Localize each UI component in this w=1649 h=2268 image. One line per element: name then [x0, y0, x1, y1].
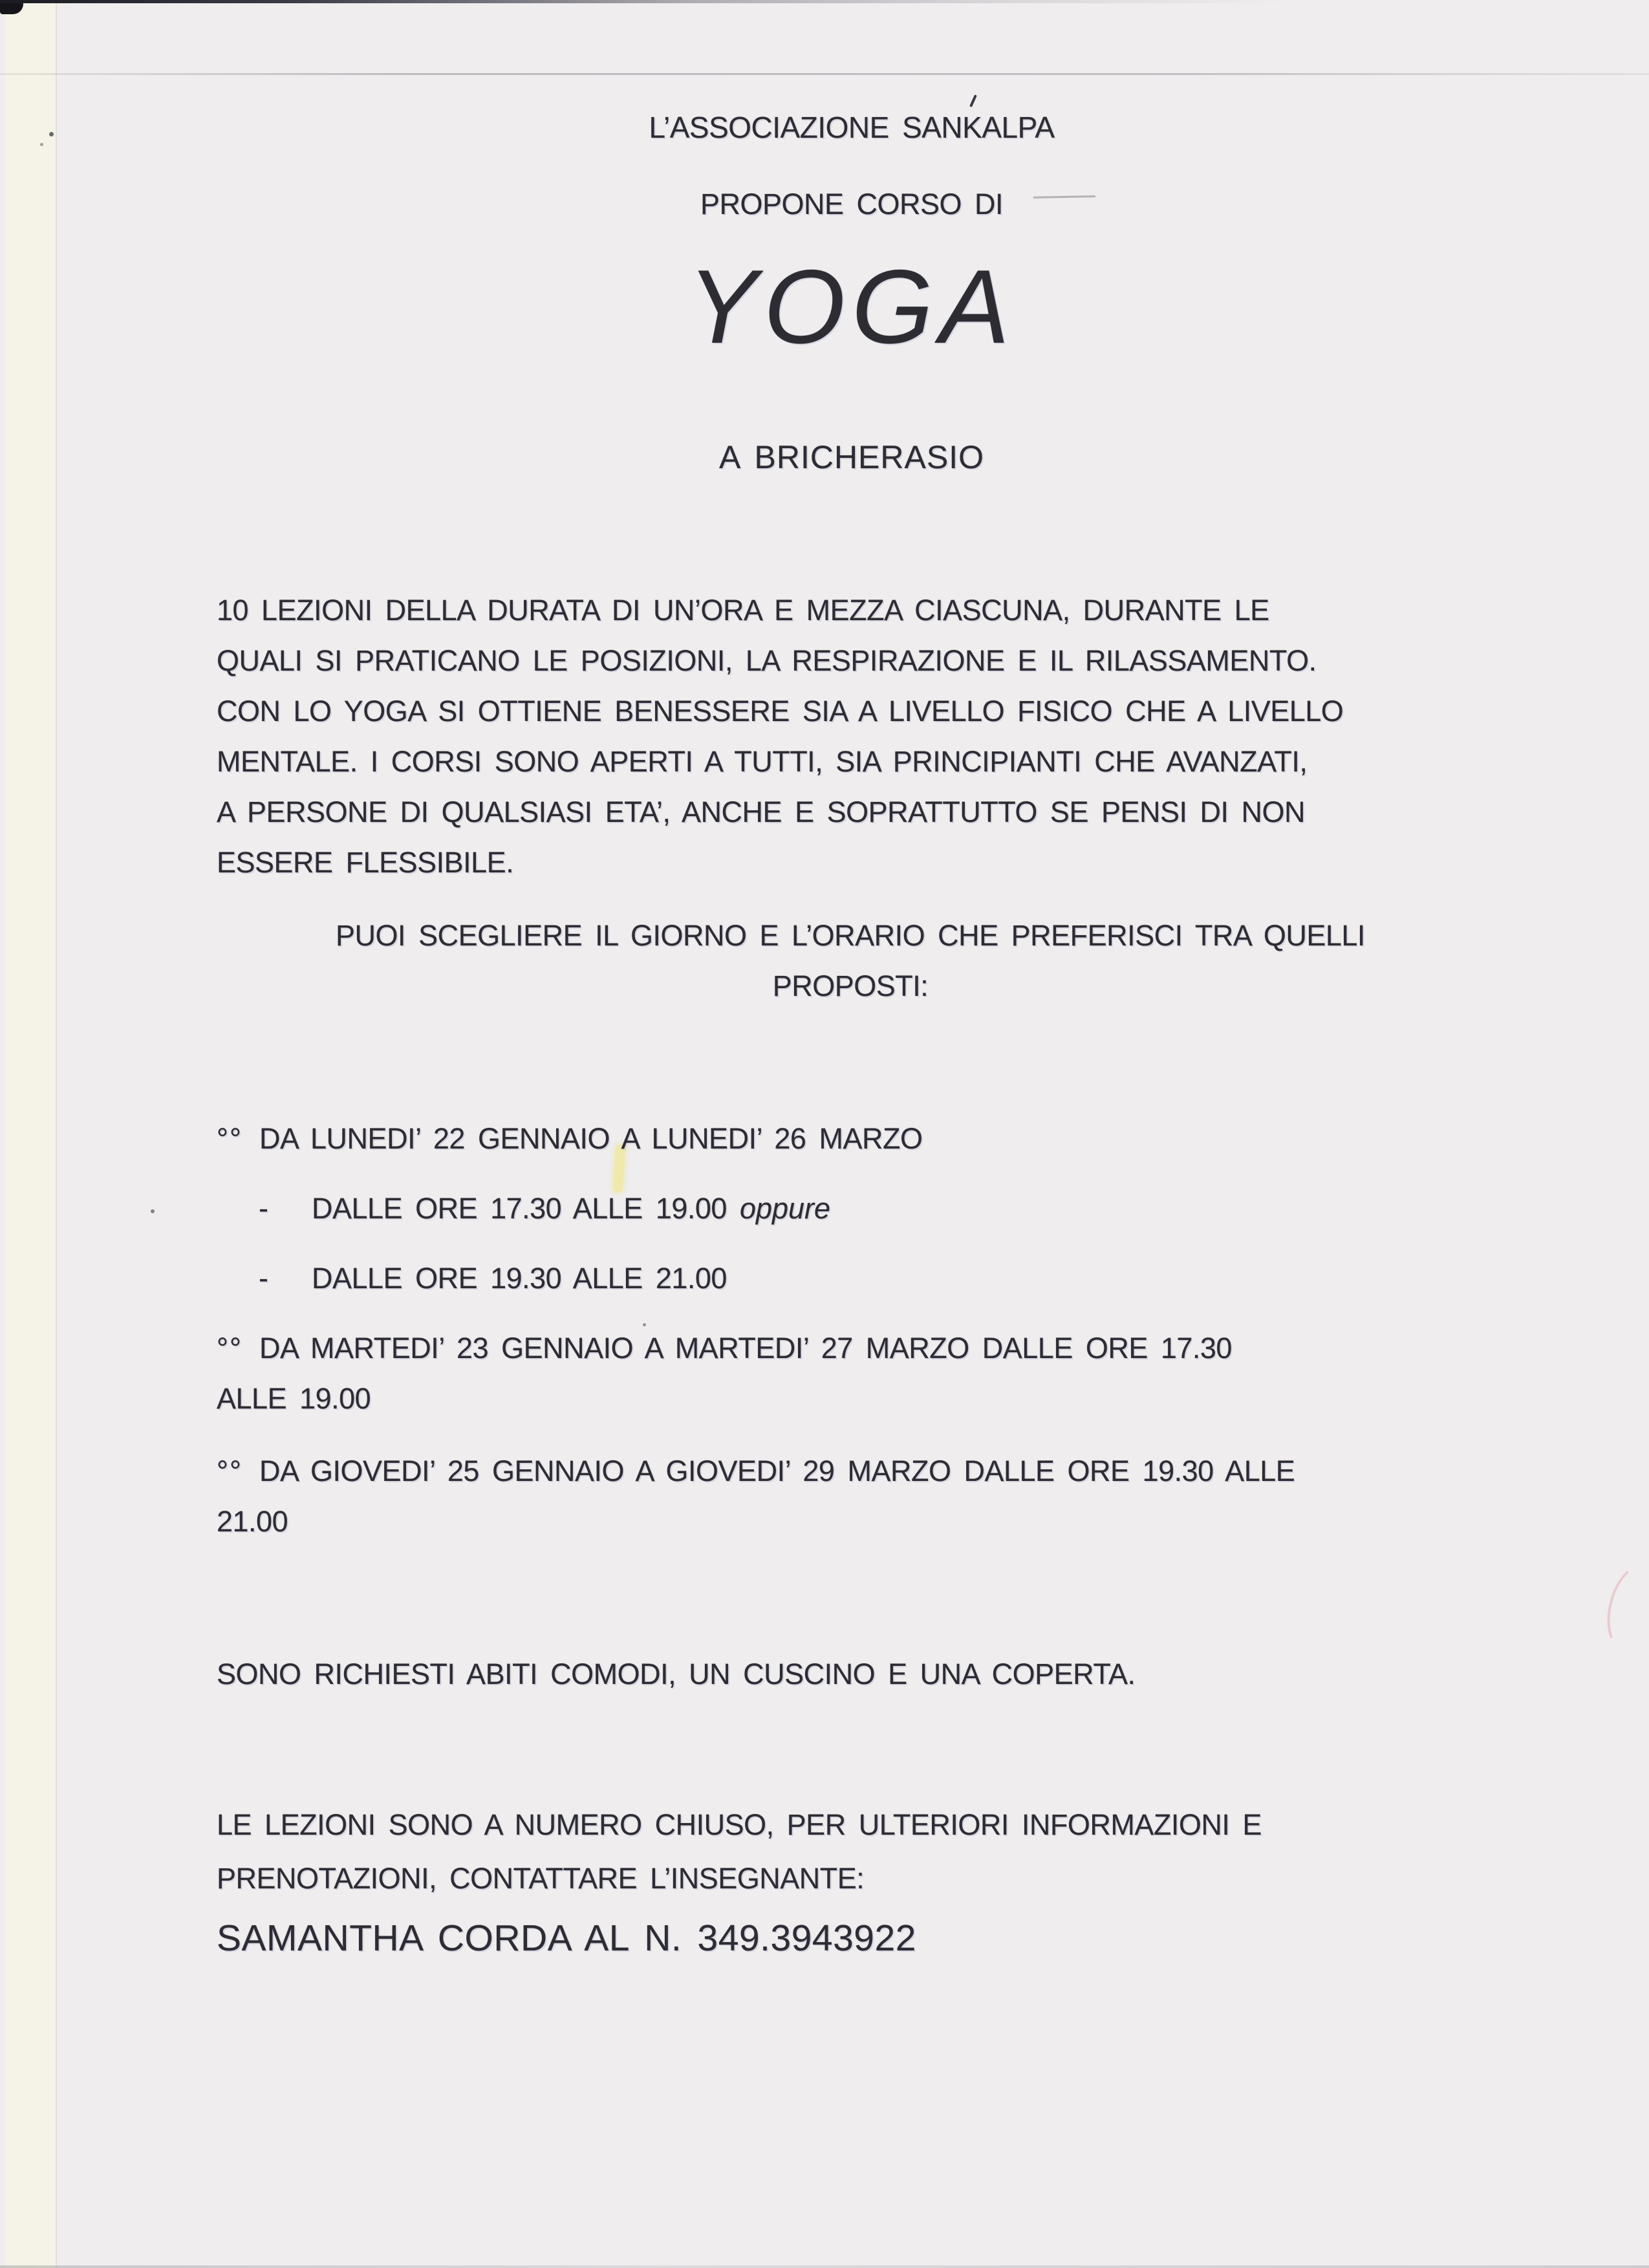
intro-line: 10 LEZIONI DELLA DURATA DI UN’ORA E MEZZA CIASCUNA, DURANTE LE — [217, 594, 1269, 627]
dash-marker: - — [259, 1262, 268, 1295]
info-line: LE LEZIONI SONO A NUMERO CHIUSO, PER ULTERIORI INFORMAZIONI E — [217, 1808, 1262, 1841]
info-paragraph — [217, 1798, 1262, 1905]
propone-line: PROPONE CORSO DI — [700, 188, 1004, 221]
schedule-subitem-time-2 — [259, 1253, 727, 1304]
schedule-text: DA MARTEDI’ 23 GENNAIO A MARTEDI’ 27 MARZO DALLE ORE 17.30 — [259, 1332, 1232, 1365]
scan-artifact-line — [0, 73, 1649, 75]
course-title: YOGA — [687, 248, 1017, 365]
scanner-top-edge-line — [0, 0, 1649, 3]
intro-line: MENTALE. I CORSI SONO APERTI A TUTTI, SIA PRINCIPIANTI CHE AVANZATI, — [217, 745, 1308, 778]
intro-paragraph — [217, 585, 1343, 888]
bullet-marker: °° — [217, 1454, 242, 1487]
bullet-marker: °° — [217, 1122, 242, 1155]
requirements-line: SONO RICHIESTI ABITI COMODI, UN CUSCINO E UNA COPERTA. — [217, 1658, 1136, 1690]
pen-tick-artifact — [969, 94, 977, 107]
schedule-text: DA LUNEDI’ 22 GENNAIO A LUNEDI’ 26 MARZO — [259, 1122, 923, 1155]
intro-line: A PERSONE DI QUALSIASI ETA’, ANCHE E SOPRATTUTTO SE PENSI DI NON — [217, 795, 1306, 828]
schedule-item-tuesday — [217, 1323, 1232, 1424]
info-line: PRENOTAZIONI, CONTATTARE L’INSEGNANTE: — [217, 1862, 865, 1895]
association-name: L’ASSOCIAZIONE SANKALPA — [649, 111, 1055, 144]
schedule-subitem-time-1 — [259, 1183, 830, 1234]
choose-line: PROPOSTI: — [772, 969, 929, 1002]
location-line: A BRICHERASIO — [719, 439, 984, 475]
oppure-text: oppure — [739, 1192, 831, 1225]
bullet-marker: °° — [217, 1332, 242, 1365]
dash-marker: - — [259, 1192, 268, 1225]
contact-line: SAMANTHA CORDA AL N. 349.3943922 — [217, 1917, 916, 1959]
schedule-item-thursday — [217, 1446, 1295, 1547]
schedule-text: DA GIOVEDI’ 25 GENNAIO A GIOVEDI’ 29 MARZO DALLE ORE 19.30 ALLE — [259, 1454, 1295, 1487]
intro-line: ESSERE FLESSIBILE. — [217, 846, 514, 879]
schedule-item-monday — [217, 1114, 922, 1164]
choose-paragraph — [217, 911, 1484, 1011]
schedule-text-continuation: 21.00 — [217, 1505, 288, 1538]
schedule-text: DALLE ORE 17.30 ALLE 19.00 — [312, 1192, 740, 1225]
pink-ink-arc-artifact — [1599, 1559, 1649, 1658]
intro-line: CON LO YOGA SI OTTIENE BENESSERE SIA A LIVELLO FISICO CHE A LIVELLO — [217, 695, 1344, 728]
intro-line: QUALI SI PRATICANO LE POSIZIONI, LA RESPIRAZIONE E IL RILASSAMENTO. — [217, 644, 1317, 677]
schedule-text: DALLE ORE 19.30 ALLE 21.00 — [312, 1262, 727, 1295]
dust-speck — [151, 1209, 155, 1213]
scanner-bottom-edge-line — [0, 2265, 1649, 2268]
choose-line: PUOI SCEGLIERE IL GIORNO E L’ORARIO CHE PREFERISCI TRA QUELLI — [336, 919, 1365, 952]
schedule-text-continuation: ALLE 19.00 — [217, 1382, 371, 1415]
